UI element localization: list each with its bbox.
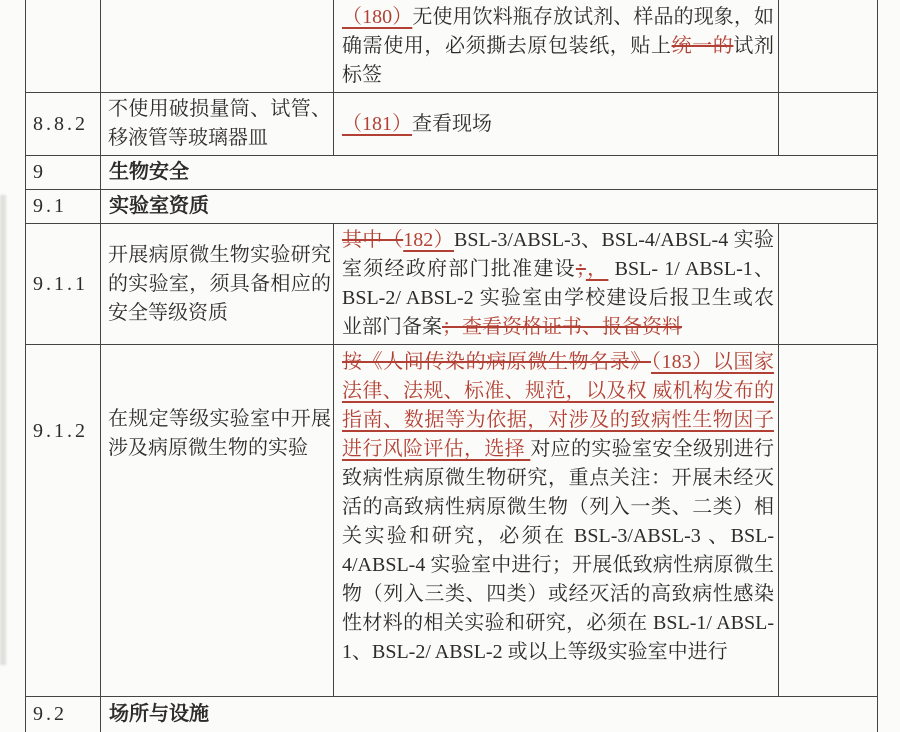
inserted-text: 182） <box>403 229 455 251</box>
deleted-text: 其中（ <box>342 229 404 251</box>
remark-cell <box>779 0 878 93</box>
deleted-text: ； <box>575 258 586 280</box>
inspection-cell <box>334 0 779 93</box>
inserted-text: （181） <box>342 112 412 135</box>
text-run: 查看现场 <box>412 112 492 135</box>
inspection-cell <box>334 93 779 156</box>
deleted-text: ；查看资格证书、报备资料 <box>442 316 682 338</box>
remark-cell <box>779 93 878 156</box>
section-title: 场所与设施 <box>101 697 878 732</box>
table-row-9-1-2 <box>26 345 878 697</box>
criteria-cell: 不使用破损量筒、试管、移液管等玻璃器皿 <box>101 93 334 156</box>
deleted-text: 统一的 <box>671 35 734 57</box>
row-num-cell: 9.2 <box>26 697 101 732</box>
row-num-cell: 9.1 <box>26 190 101 224</box>
remark-cell <box>779 224 878 345</box>
inserted-text: （180） <box>342 6 413 28</box>
inserted-text: （183）以国家法律、法规、标准、规范，以及权 威机构发布的指南、数据等为依据，对涉及的致病性生物因子进行风险评估，选择 <box>342 351 775 460</box>
text-run: BSL-3/ABSL-3、BSL-4/ABSL-4 实验室须经政府部门批准建设 <box>342 229 775 280</box>
row-num-cell: 8.8.2 <box>26 93 101 156</box>
inspection-table <box>25 0 878 732</box>
row-num-cell: 9.1.2 <box>26 345 101 697</box>
remark-cell <box>779 345 878 697</box>
table-row-9-1-1 <box>26 224 878 345</box>
text-run: 无使用饮料瓶存放试剂、样品的现象，如确需使用，必须撕去原包装纸，贴上 <box>342 6 775 57</box>
row-num-cell <box>26 0 101 93</box>
criteria-cell <box>101 0 334 93</box>
text-run: 对应的实验室安全级别进行致病性病原微生物研究，重点关注：开展未经灭活的高致病性病原微生物（列入一类、二类）相关实验和研究，必须在 BSL-3/ABSL-3 、BSL-4/ABSL-4 实验室中进行；开展低致病性病原微生物（列入三类、四类）或经灭活的高致病性感染性材料的相关实验和研究，必须在 BSL-1/ ABSL-1、BSL-2/ ABSL-2 或以上等级实验室中进行 <box>342 438 775 663</box>
row-num-cell: 9.1.1 <box>26 224 101 345</box>
scan-artifact <box>0 195 6 665</box>
table-row-9-1 <box>26 190 878 224</box>
inspection-cell <box>334 224 779 345</box>
table-row-8-8-2 <box>26 93 878 156</box>
section-title: 生物安全 <box>101 156 878 190</box>
criteria-cell: 在规定等级实验室中开展涉及病原微生物的实验 <box>101 345 334 697</box>
deleted-text: 按《人间传染的病原微生物名录》 <box>342 351 651 373</box>
row-num-cell: 9 <box>26 156 101 190</box>
inserted-text: ， <box>585 258 609 280</box>
criteria-cell: 开展病原微生物实验研究的实验室，须具备相应的安全等级资质 <box>101 224 334 345</box>
table-row-9-2 <box>26 697 878 732</box>
text-run: BSL- 1/ ABSL-1、BSL-2/ ABSL-2 实验室由学校建设后报卫生或农业部门备案 <box>342 258 775 338</box>
table-row-180 <box>26 0 878 93</box>
section-title: 实验室资质 <box>101 190 878 224</box>
table-row-9 <box>26 156 878 190</box>
inspection-cell <box>334 345 779 697</box>
text-run: 试剂标签 <box>342 35 775 86</box>
